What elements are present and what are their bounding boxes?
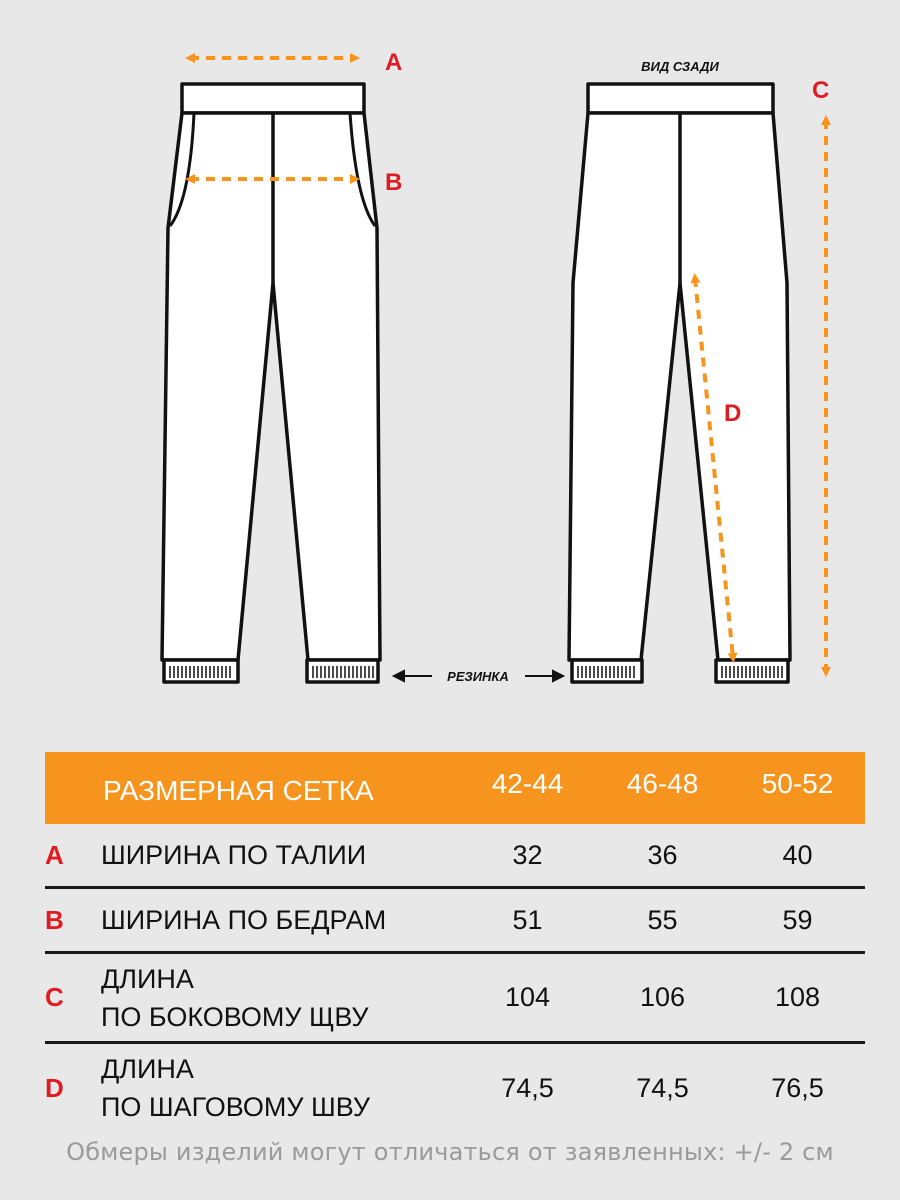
back-view-pants xyxy=(569,84,790,682)
size-chart-title: РАЗМЕРНАЯ СЕТКА xyxy=(103,775,374,806)
row-name xyxy=(101,1050,460,1126)
marker-d: D xyxy=(724,400,742,427)
table-row-waist xyxy=(45,824,865,889)
size-header-3: 50-52 xyxy=(761,768,834,799)
table-cell: 74,5 xyxy=(501,1072,554,1103)
size-header-2: 46-48 xyxy=(626,768,699,799)
table-row-hips xyxy=(45,889,865,954)
row-name xyxy=(101,901,460,939)
front-view-pants xyxy=(162,84,380,682)
row-name-line1: ДЛИНА xyxy=(101,1054,194,1084)
table-cell: 106 xyxy=(639,982,686,1012)
row-letter: B xyxy=(45,904,64,935)
table-cell: 104 xyxy=(504,982,551,1012)
cuff-label: РЕЗИНКА xyxy=(447,669,509,684)
size-chart-header xyxy=(45,752,865,824)
table-row-inseam-length xyxy=(45,1044,865,1132)
table-cell: 59 xyxy=(782,904,813,935)
row-name-line1: ДЛИНА xyxy=(101,963,194,994)
table-cell: 36 xyxy=(647,839,678,870)
front-pants-outline xyxy=(162,113,380,660)
table-cell: 32 xyxy=(512,839,543,870)
table-cell: 51 xyxy=(512,904,543,935)
table-cell: 76,5 xyxy=(771,1072,824,1103)
front-waistband xyxy=(182,84,364,113)
row-letter: D xyxy=(45,1072,64,1103)
row-name xyxy=(101,836,460,874)
table-cell: 108 xyxy=(774,982,821,1012)
front-left-cuff xyxy=(164,660,238,682)
row-name-line2: ПО БОКОВОМУ ЩВУ xyxy=(101,1001,369,1032)
row-letter: A xyxy=(45,839,64,870)
row-name-line2: ПО ШАГОВОМУ ШВУ xyxy=(101,1092,371,1122)
marker-a: A xyxy=(385,49,403,76)
back-right-cuff xyxy=(716,660,788,682)
row-name-line1: ШИРИНА ПО ТАЛИИ xyxy=(101,840,367,870)
table-cell: 40 xyxy=(782,839,813,870)
row-letter: C xyxy=(45,982,64,1012)
back-waistband xyxy=(588,84,773,113)
size-header-1: 42-44 xyxy=(491,768,564,799)
row-name-line1: ШИРИНА ПО БЕДРАМ xyxy=(101,905,387,935)
size-chart-table xyxy=(45,752,865,1132)
back-view-label: ВИД СЗАДИ xyxy=(641,59,719,74)
table-row-side-length xyxy=(45,954,865,1044)
table-cell: 55 xyxy=(647,904,678,935)
measurement-disclaimer: Обмеры изделий могут отличаться от заявленных: +/- 2 см xyxy=(66,1138,834,1166)
table-cell: 74,5 xyxy=(636,1072,689,1103)
row-name xyxy=(101,960,460,1036)
marker-c: C xyxy=(812,77,830,104)
marker-b: B xyxy=(385,169,403,196)
